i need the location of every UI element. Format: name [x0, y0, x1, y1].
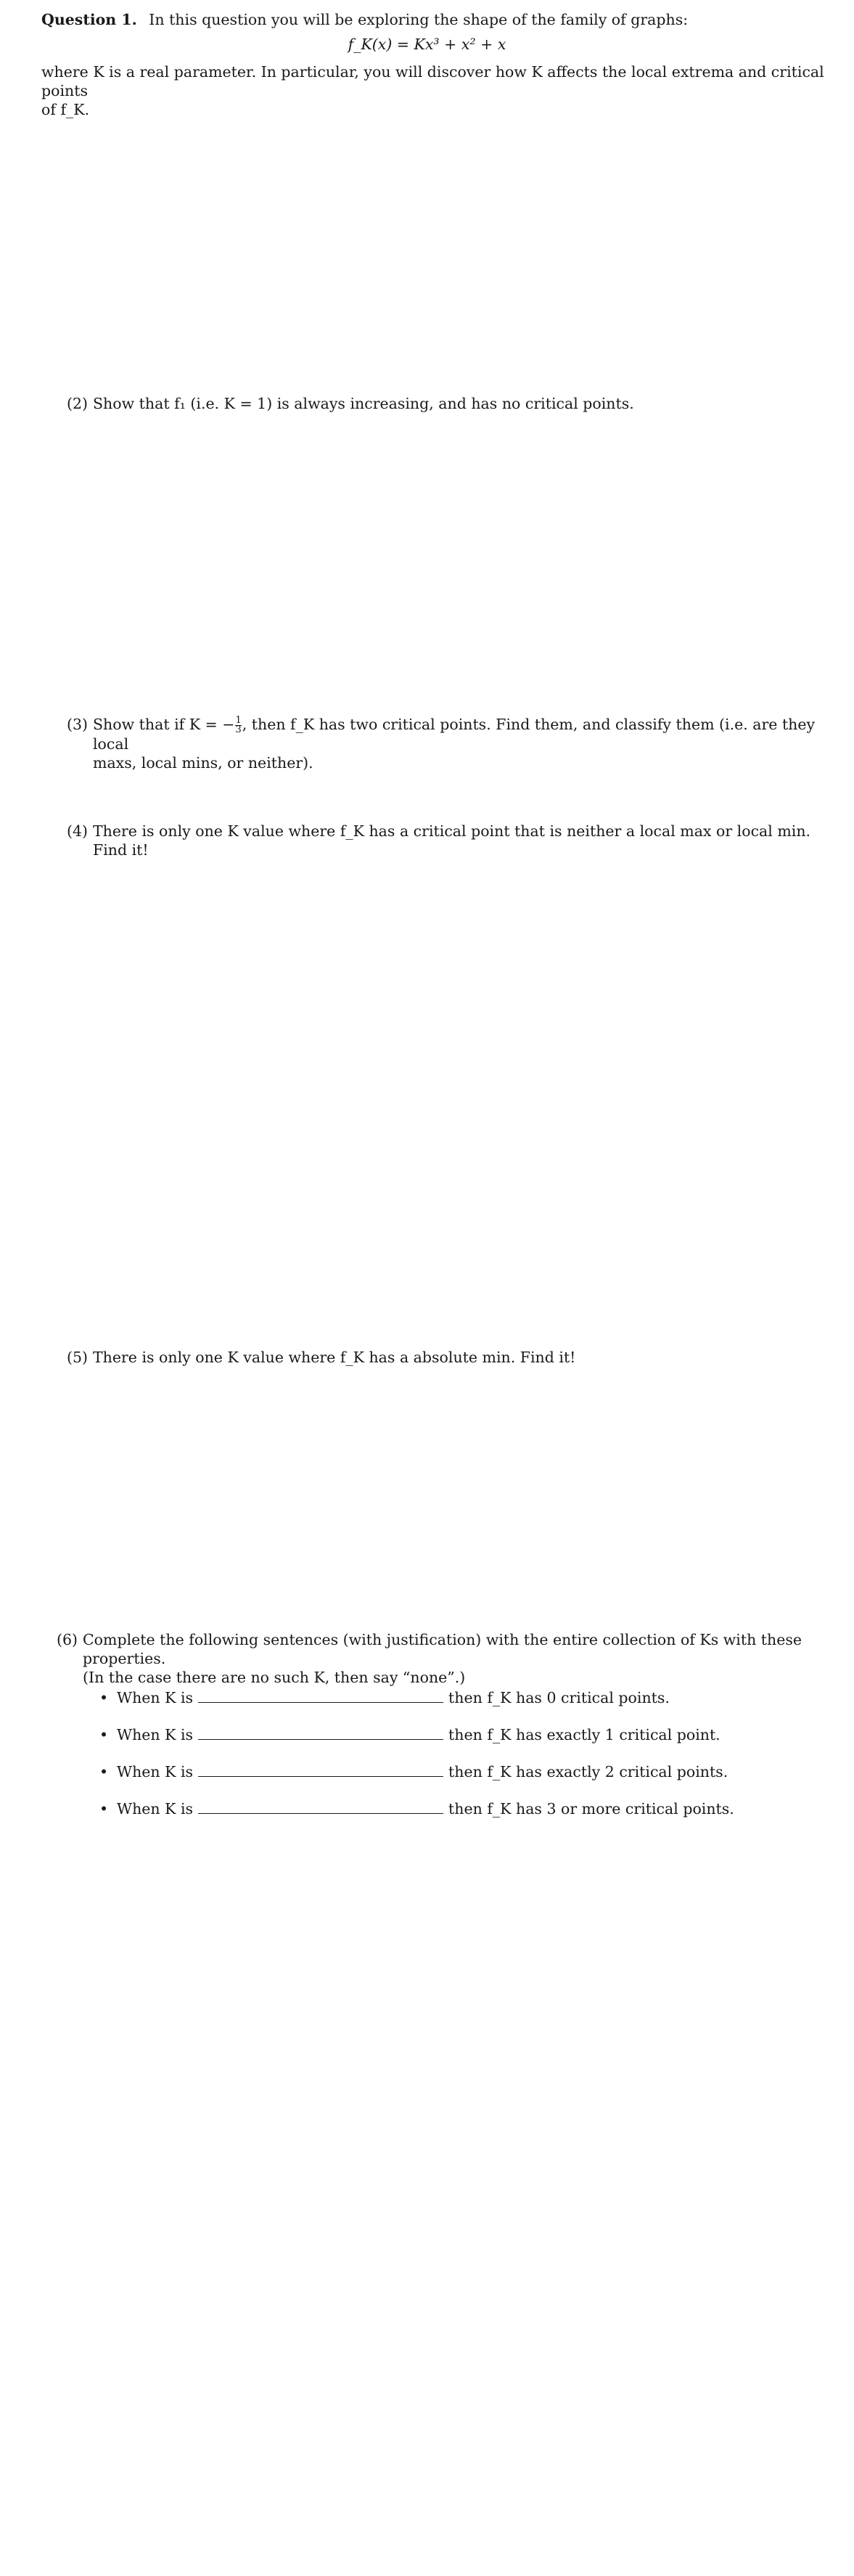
answer-blank[interactable] — [198, 1726, 443, 1740]
bullet-tail: then f_K has 0 critical points. — [448, 1689, 670, 1706]
bullet-lead: When K is — [117, 1726, 194, 1743]
question-intro-text: In this question you will be exploring the shape of the family of graphs: — [149, 11, 689, 28]
part-text-a: Show that if K = − — [93, 716, 235, 733]
bullet-icon: • — [99, 1763, 109, 1780]
question-title: Question 1. — [41, 11, 137, 28]
part-number: (5) — [67, 1349, 89, 1366]
part-text — [93, 715, 829, 772]
bullet-lead: When K is — [117, 1800, 194, 1817]
part-2 — [67, 394, 829, 413]
part-text: There is only one K value where f_K has a absolute min. Find it! — [93, 1349, 576, 1366]
part-4 — [67, 822, 829, 859]
bullet-lead: When K is — [117, 1689, 194, 1706]
part-text — [83, 1630, 840, 1687]
bullet-tail: then f_K has exactly 2 critical points. — [448, 1763, 728, 1780]
part-text-b: , then f_K has two critical points. Find them, and classify them (i.e. are they local — [93, 716, 816, 753]
fill-in-list — [99, 1688, 752, 1836]
question-intro — [41, 10, 825, 29]
part-text: Show that f₁ (i.e. K = 1) is always increasing, and has no critical points. — [93, 395, 634, 412]
bullet-icon: • — [99, 1800, 109, 1817]
part-text: There is only one K value where f_K has a critical point that is neither a local max or local min. Find it! — [93, 822, 811, 859]
answer-blank[interactable] — [198, 1763, 443, 1777]
equation-text: f_K(x) = Kx³ + x² + x — [348, 36, 506, 53]
list-item — [99, 1799, 752, 1836]
bullet-lead: When K is — [117, 1763, 194, 1780]
list-item — [99, 1688, 752, 1725]
part-number: (3) — [67, 716, 89, 733]
bullet-tail: then f_K has exactly 1 critical point. — [448, 1726, 720, 1743]
bullet-icon: • — [99, 1726, 109, 1743]
part-number: (2) — [67, 395, 89, 412]
list-item — [99, 1725, 752, 1762]
answer-blank[interactable] — [198, 1800, 443, 1814]
part-text-line-2: maxs, local mins, or neither). — [93, 754, 313, 772]
part-number: (4) — [67, 822, 89, 840]
part-number: (6) — [57, 1631, 78, 1648]
bullet-tail: then f_K has 3 or more critical points. — [448, 1800, 734, 1817]
bullet-icon: • — [99, 1689, 109, 1706]
fraction-numerator: 1 — [235, 715, 242, 726]
part-6 — [57, 1630, 840, 1687]
list-item — [99, 1762, 752, 1799]
part-5 — [67, 1348, 829, 1367]
part-text-line-2: (In the case there are no such K, then say “none”.) — [83, 1669, 466, 1686]
answer-blank[interactable] — [198, 1689, 443, 1703]
fraction — [235, 716, 241, 735]
part-text-line-1: Complete the following sentences (with justification) with the entire collection of Ks with these properties. — [83, 1631, 802, 1667]
fraction-denominator: 3 — [235, 724, 242, 735]
context-line-1: where K is a real parameter. In particular, you will discover how K affects the local extrema and critical points — [41, 63, 824, 99]
context-line-2: of f_K. — [41, 101, 90, 118]
family-equation — [0, 35, 854, 54]
part-3 — [67, 715, 829, 772]
question-context — [41, 62, 825, 119]
